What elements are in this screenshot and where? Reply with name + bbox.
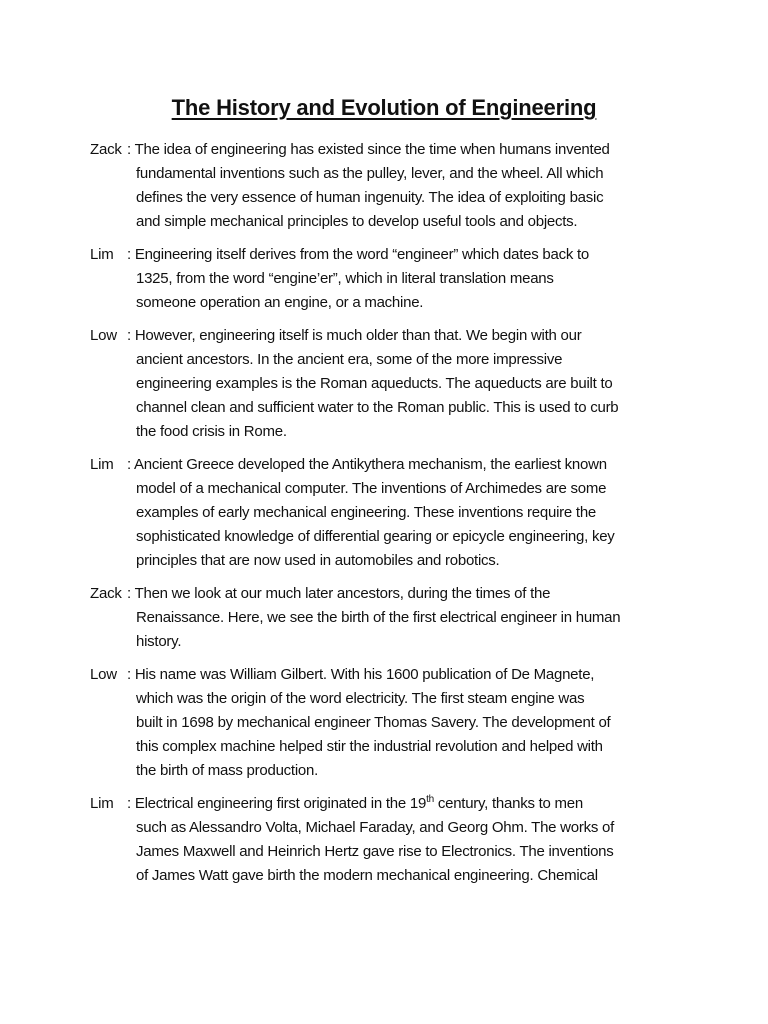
dialogue-entry	[90, 138, 690, 234]
speech-line: the food crisis in Rome.	[136, 423, 287, 440]
dialogue-entry	[90, 453, 690, 573]
speech-line: Renaissance. Here, we see the birth of the first electrical engineer in human	[136, 609, 621, 626]
dialogue-entry	[90, 582, 690, 654]
dialogue-entry	[90, 663, 690, 783]
speaker-name: Lim	[90, 246, 114, 263]
speaker-name: Low	[90, 666, 117, 683]
speech-line: : Ancient Greece developed the Antikythera mechanism, the earliest known	[127, 456, 607, 473]
speech-line: : Then we look at our much later ancestors, during the times of the	[127, 585, 551, 602]
speech-text	[127, 243, 690, 315]
speech-line: which was the origin of the word electricity. The first steam engine was	[136, 690, 585, 707]
speech-line: : The idea of engineering has existed since the time when humans invented	[127, 141, 610, 158]
speech-text	[127, 324, 690, 444]
speaker-name: Lim	[90, 795, 114, 812]
speech-line: someone operation an engine, or a machine.	[136, 294, 424, 311]
speaker-name: Lim	[90, 456, 114, 473]
speech-line: of James Watt gave birth the modern mechanical engineering. Chemical	[136, 867, 598, 884]
speech-line: sophisticated knowledge of differential gearing or epicycle engineering, key	[136, 528, 615, 545]
speech-line: ancient ancestors. In the ancient era, some of the more impressive	[136, 351, 563, 368]
speech-text	[127, 453, 690, 573]
document-title: The History and Evolution of Engineering	[171, 95, 597, 120]
speech-text	[127, 582, 690, 654]
speech-line: model of a mechanical computer. The inventions of Archimedes are some	[136, 480, 607, 497]
speech-line: : His name was William Gilbert. With his 1600 publication of De Magnete,	[127, 666, 595, 683]
speech-line	[127, 792, 690, 816]
speaker-name: Low	[90, 327, 117, 344]
speech-line: 1325, from the word “engine’er”, which in literal translation means	[136, 270, 554, 287]
speech-text	[127, 663, 690, 783]
speech-line: history.	[136, 633, 182, 650]
speech-text	[127, 138, 690, 234]
speech-line: the birth of mass production.	[136, 762, 319, 779]
speech-line: principles that are now used in automobiles and robotics.	[136, 552, 500, 569]
speech-line: channel clean and sufficient water to the Roman public. This is used to curb	[136, 399, 619, 416]
speech-fragment: century, thanks to men	[433, 795, 583, 812]
dialogue-transcript	[90, 138, 690, 897]
ordinal-suffix: th	[426, 794, 434, 805]
speech-line: built in 1698 by mechanical engineer Thomas Savery. The development of	[136, 714, 611, 731]
speech-line: : However, engineering itself is much older than that. We begin with our	[127, 327, 582, 344]
speech-fragment: : Electrical engineering first originated in the 19	[127, 795, 427, 812]
speech-text	[127, 792, 690, 888]
speech-line: : Engineering itself derives from the word “engineer” which dates back to	[127, 246, 589, 263]
speech-line: and simple mechanical principles to develop useful tools and objects.	[136, 213, 578, 230]
speaker-name: Zack	[90, 585, 122, 602]
speech-line: fundamental inventions such as the pulley, lever, and the wheel. All which	[136, 165, 604, 182]
dialogue-entry	[90, 243, 690, 315]
speech-line: this complex machine helped stir the industrial revolution and helped with	[136, 738, 603, 755]
speaker-name: Zack	[90, 141, 122, 158]
dialogue-entry	[90, 792, 690, 888]
dialogue-entry	[90, 324, 690, 444]
speech-line: defines the very essence of human ingenuity. The idea of exploiting basic	[136, 189, 604, 206]
speech-line: James Maxwell and Heinrich Hertz gave rise to Electronics. The inventions	[136, 843, 614, 860]
speech-line: such as Alessandro Volta, Michael Faraday, and Georg Ohm. The works of	[136, 819, 615, 836]
speech-line: examples of early mechanical engineering. These inventions require the	[136, 504, 597, 521]
speech-line: engineering examples is the Roman aqueducts. The aqueducts are built to	[136, 375, 613, 392]
